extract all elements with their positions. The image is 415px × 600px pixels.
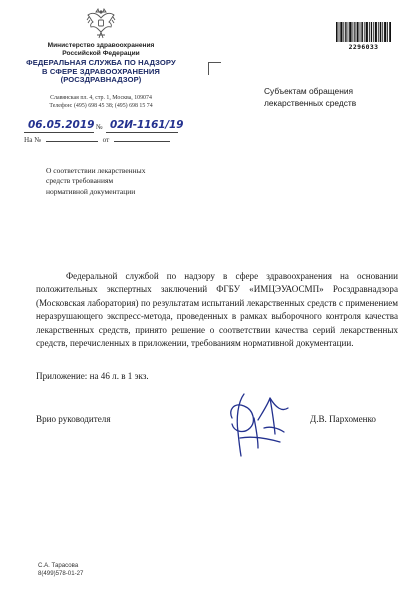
service-address (24, 95, 178, 110)
number-underline (106, 132, 178, 133)
reply-number-blank (46, 141, 98, 142)
address-street: Славянская пл. 4, стр. 1, Москва, 109074 (50, 95, 152, 101)
registration-number: 02И-1161/19 (110, 119, 184, 131)
signatory-name: Д.В. Пархоменко (310, 414, 376, 424)
address-phone: Телефон: (495) 698 45 38; (495) 698 15 74 (49, 102, 153, 109)
coat-of-arms-emblem (86, 8, 116, 40)
service-name (24, 59, 178, 85)
executor-info (38, 562, 83, 578)
recipient-text: Субъектам обращения лекарственных средств (264, 86, 357, 108)
signatory-title: Врио руководителя (36, 414, 111, 424)
ministry-name (24, 42, 178, 57)
registration-date: 06.05.2019 (28, 119, 95, 131)
address-corner-mark (208, 62, 221, 75)
ministry-text: Министерство здравоохранения Российской Федерации (47, 42, 155, 57)
handwritten-signature (224, 388, 296, 460)
executor-phone: 8(499)578-01-27 (38, 570, 84, 578)
body-paragraph: Федеральной службой по надзору в сфере здравоохранения на основании положительных экспертных заключений ФГБУ «ИМЦЭУАОСМП» Росздравнадзора (Московская лаборатория) по результатам испытаний лекарственных средств с применением неразрушающего экспресс-метода, проведенных в рамках выборочного контроля качества лекарственных средств, принято решение о соответствии качества серий лекарственных средств, перечисленных в приложении, требованиям нормативной документации. (36, 271, 398, 349)
service-text: ФЕДЕРАЛЬНАЯ СЛУЖБА ПО НАДЗОРУ В СФЕРЕ ЗДРАВООХРАНЕНИЯ (РОСЗДРАВНАДЗОР) (26, 58, 176, 85)
subject-text: О соответствии лекарственных средств требованиям нормативной документации (46, 166, 146, 196)
attachment-note: Приложение: на 46 л. в 1 экз. (36, 371, 149, 381)
barcode (336, 22, 391, 42)
executor-name: С.А. Тарасова (38, 562, 79, 569)
reply-reference-line (24, 136, 170, 144)
letter-subject (46, 166, 170, 197)
barcode-number: 2296033 (348, 43, 379, 51)
date-underline (24, 132, 94, 133)
reply-date-blank (114, 141, 170, 142)
reply-number-label: На № (24, 136, 42, 144)
registration-number-label: № (96, 123, 103, 131)
reply-from-label: от (102, 136, 110, 144)
recipient-block (264, 86, 404, 110)
